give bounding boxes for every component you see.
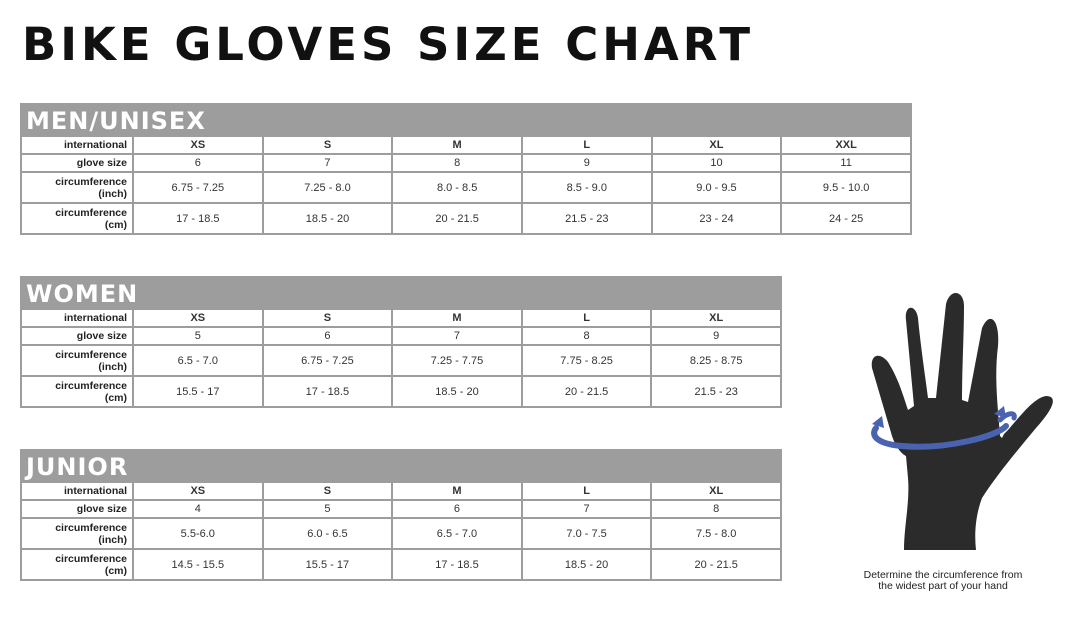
table-cell: 15.5 - 17 <box>133 376 263 407</box>
table-cell: 15.5 - 17 <box>263 549 393 580</box>
table-cell: 5.5-6.0 <box>133 518 263 549</box>
table-cell: 6.75 - 7.25 <box>133 172 263 203</box>
table-cell: 8.0 - 8.5 <box>392 172 522 203</box>
table-cell: 17 - 18.5 <box>263 376 393 407</box>
hand-measurement-illustration <box>858 288 1058 558</box>
table-cell: 7.0 - 7.5 <box>522 518 652 549</box>
table-cell: 17 - 18.5 <box>392 549 522 580</box>
table-cell: 21.5 - 23 <box>651 376 781 407</box>
table-cell: 6 <box>263 327 393 345</box>
table-cell: 18.5 - 20 <box>522 549 652 580</box>
label-unit: (inch) <box>98 533 127 546</box>
label-line: circumference <box>55 379 127 392</box>
table-cell: 8.25 - 8.75 <box>651 345 781 376</box>
row-label-glove-size: glove size <box>21 154 133 172</box>
table-cell: XS <box>133 136 263 154</box>
table-row <box>21 309 781 327</box>
label-unit: (cm) <box>104 564 127 577</box>
caption-line-2: the widest part of your hand <box>878 580 1008 592</box>
label-line: circumference <box>55 521 127 534</box>
table-cell: 6 <box>133 154 263 172</box>
page-title: BIKE GLOVES SIZE CHART <box>22 18 755 71</box>
table-row <box>21 482 781 500</box>
men-unisex-section <box>20 103 912 235</box>
table-cell: 7.75 - 8.25 <box>522 345 652 376</box>
table-cell: XS <box>133 482 263 500</box>
row-label-circumference-cm <box>21 203 133 234</box>
hand-silhouette <box>872 293 1053 550</box>
table-cell: 5 <box>263 500 393 518</box>
table-cell: 6.5 - 7.0 <box>133 345 263 376</box>
women-size-table <box>20 308 782 408</box>
hand-caption <box>836 570 1050 592</box>
table-row <box>21 172 911 203</box>
table-cell: 6.0 - 6.5 <box>263 518 393 549</box>
table-cell: 8 <box>522 327 652 345</box>
hand-shape <box>872 293 1053 550</box>
table-cell: 7.25 - 8.0 <box>263 172 393 203</box>
table-cell: 9.5 - 10.0 <box>781 172 911 203</box>
table-row <box>21 518 781 549</box>
table-cell: 24 - 25 <box>781 203 911 234</box>
table-cell: 7.25 - 7.75 <box>392 345 522 376</box>
table-cell: XL <box>651 482 781 500</box>
table-row <box>21 345 781 376</box>
table-row <box>21 500 781 518</box>
table-cell: S <box>263 482 393 500</box>
table-cell: 17 - 18.5 <box>133 203 263 234</box>
label-line: circumference <box>55 552 127 565</box>
junior-section <box>20 449 782 581</box>
table-cell: S <box>263 309 393 327</box>
table-cell: XXL <box>781 136 911 154</box>
table-cell: 8 <box>651 500 781 518</box>
row-label-glove-size: glove size <box>21 500 133 518</box>
hand-measurement-icon <box>858 288 1058 558</box>
table-cell: 18.5 - 20 <box>263 203 393 234</box>
label-unit: (cm) <box>104 218 127 231</box>
label-unit: (inch) <box>98 360 127 373</box>
table-row <box>21 203 911 234</box>
table-cell: XL <box>652 136 782 154</box>
table-cell: L <box>522 309 652 327</box>
table-cell: 21.5 - 23 <box>522 203 652 234</box>
women-section <box>20 276 782 408</box>
table-cell: M <box>392 309 522 327</box>
table-cell: 6.75 - 7.25 <box>263 345 393 376</box>
table-row <box>21 136 911 154</box>
table-row <box>21 327 781 345</box>
row-label-international: international <box>21 136 133 154</box>
section-title-junior: JUNIOR <box>20 449 782 481</box>
table-cell: 10 <box>652 154 782 172</box>
table-cell: 23 - 24 <box>652 203 782 234</box>
row-label-international: international <box>21 482 133 500</box>
table-cell: L <box>522 136 652 154</box>
table-cell: 14.5 - 15.5 <box>133 549 263 580</box>
table-cell: XL <box>651 309 781 327</box>
junior-size-table <box>20 481 782 581</box>
table-cell: 5 <box>133 327 263 345</box>
table-row <box>21 549 781 580</box>
table-cell: 20 - 21.5 <box>651 549 781 580</box>
label-unit: (inch) <box>98 187 127 200</box>
table-cell: 20 - 21.5 <box>522 376 652 407</box>
table-row <box>21 154 911 172</box>
table-cell: 20 - 21.5 <box>392 203 522 234</box>
men-size-table <box>20 135 912 235</box>
row-label-circumference-cm <box>21 549 133 580</box>
table-cell: 8 <box>392 154 522 172</box>
table-cell: 7 <box>392 327 522 345</box>
table-cell: 4 <box>133 500 263 518</box>
table-row <box>21 376 781 407</box>
table-cell: 7 <box>263 154 393 172</box>
table-cell: 9 <box>651 327 781 345</box>
table-cell: M <box>392 136 522 154</box>
label-line: circumference <box>55 175 127 188</box>
label-unit: (cm) <box>104 391 127 404</box>
row-label-international: international <box>21 309 133 327</box>
row-label-glove-size: glove size <box>21 327 133 345</box>
caption-line-1: Determine the circumference from <box>863 569 1023 581</box>
table-cell: XS <box>133 309 263 327</box>
table-cell: 9 <box>522 154 652 172</box>
label-line: circumference <box>55 348 127 361</box>
table-cell: 18.5 - 20 <box>392 376 522 407</box>
row-label-circumference-inch <box>21 518 133 549</box>
table-cell: S <box>263 136 393 154</box>
table-cell: 11 <box>781 154 911 172</box>
table-cell: M <box>392 482 522 500</box>
table-cell: 9.0 - 9.5 <box>652 172 782 203</box>
table-cell: 7 <box>522 500 652 518</box>
table-cell: 8.5 - 9.0 <box>522 172 652 203</box>
row-label-circumference-cm <box>21 376 133 407</box>
table-cell: 6.5 - 7.0 <box>392 518 522 549</box>
table-cell: 7.5 - 8.0 <box>651 518 781 549</box>
section-title-men: MEN/UNISEX <box>20 103 912 135</box>
table-cell: 6 <box>392 500 522 518</box>
section-title-women: WOMEN <box>20 276 782 308</box>
label-line: circumference <box>55 206 127 219</box>
row-label-circumference-inch <box>21 345 133 376</box>
row-label-circumference-inch <box>21 172 133 203</box>
table-cell: L <box>522 482 652 500</box>
